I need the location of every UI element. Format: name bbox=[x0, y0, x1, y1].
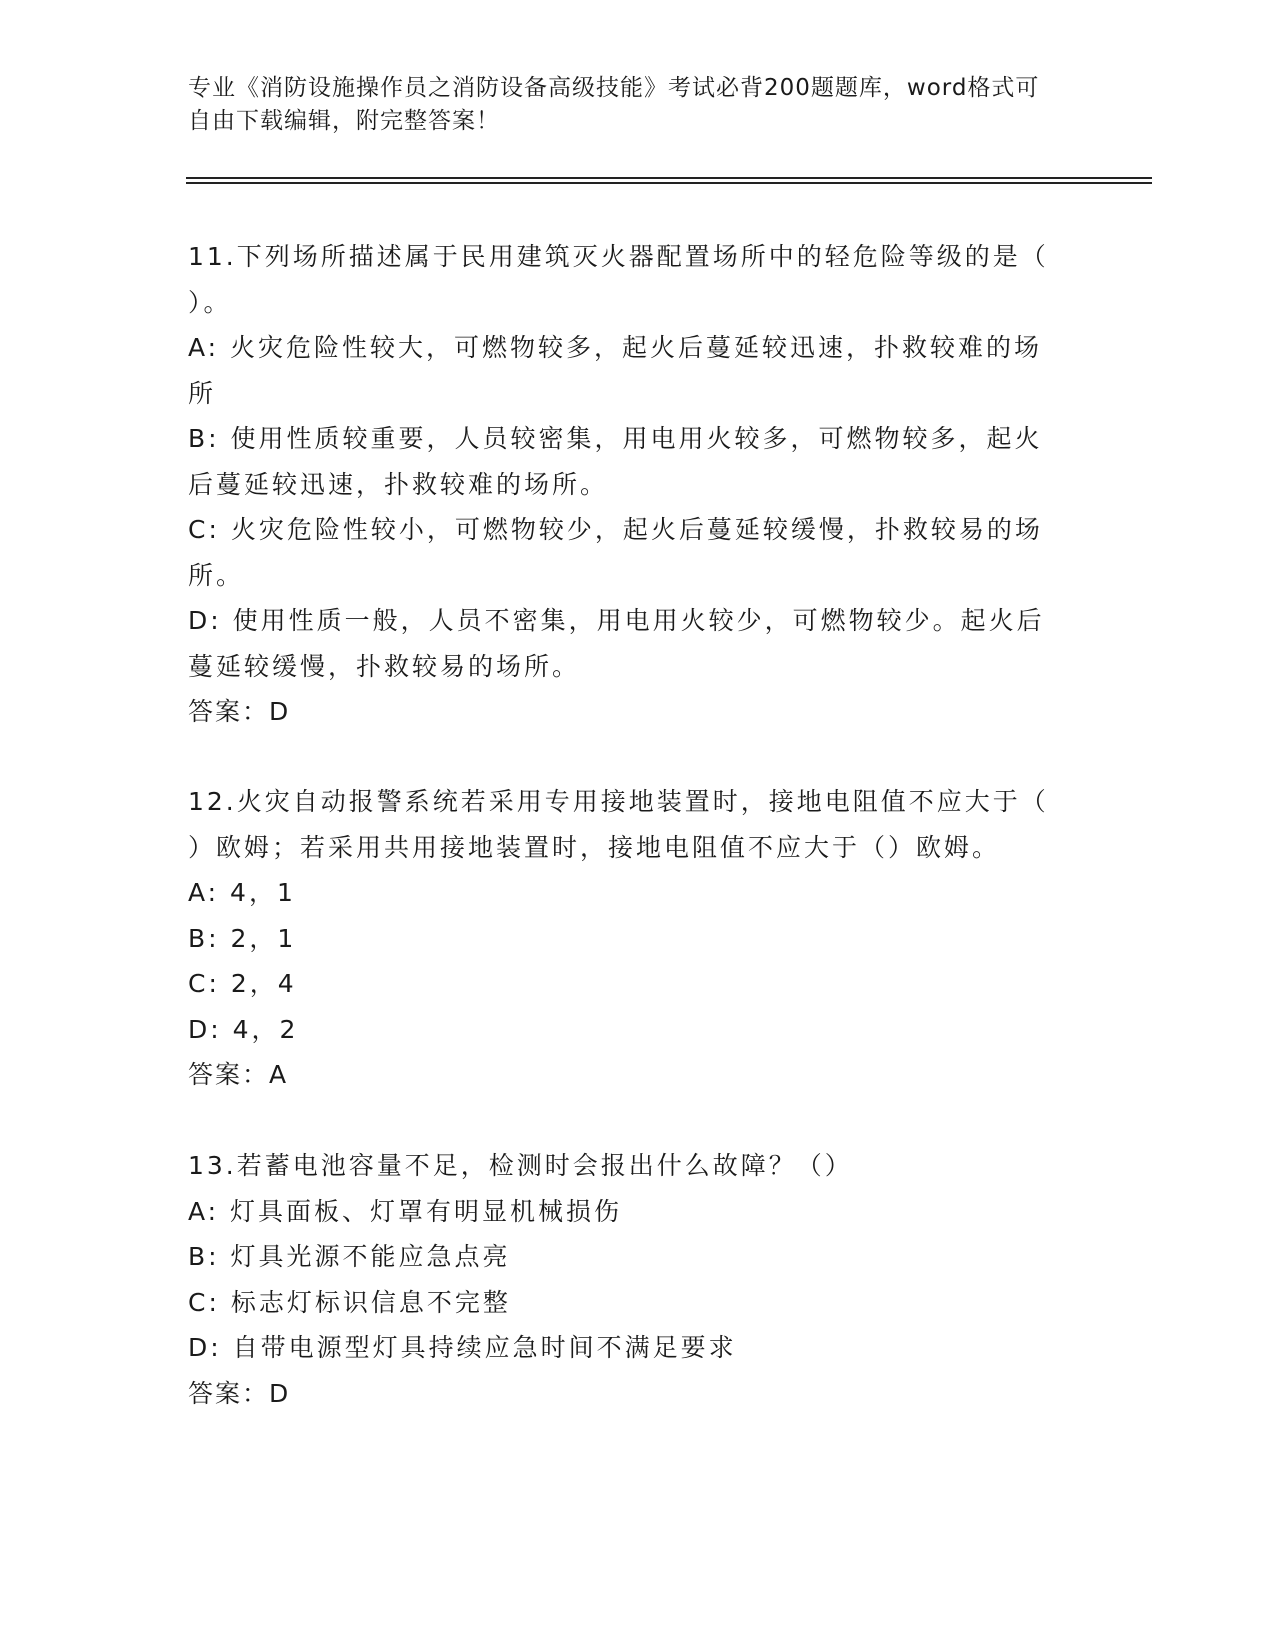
option-b: B: 灯具光源不能应急点亮 bbox=[188, 1242, 511, 1271]
option-a-cont: 所 bbox=[188, 378, 217, 408]
option-a: A: 4，1 bbox=[188, 878, 296, 907]
option-a: A: 灯具面板、灯罩有明显机械损伤 bbox=[188, 1196, 623, 1226]
answer: 答案：D bbox=[188, 1378, 291, 1408]
option-c: C: 标志灯标识信息不完整 bbox=[188, 1287, 511, 1317]
option-b-cont: 后蔓延较迅速，扑救较难的场所。 bbox=[188, 469, 609, 499]
option-b: B: 2，1 bbox=[188, 923, 297, 953]
answer: 答案：A bbox=[188, 1060, 289, 1089]
answer: 答案：D bbox=[188, 697, 291, 726]
question-11 bbox=[188, 234, 1088, 735]
option-b: B: 使用性质较重要，人员较密集，用电用火较多，可燃物较多，起火 bbox=[188, 424, 1043, 453]
header-line-1: 专业《消防设施操作员之消防设备高级技能》考试必背200题题库，word格式可 bbox=[188, 75, 1040, 101]
question-stem-cont: ）欧姆；若采用共用接地装置时，接地电阻值不应大于（）欧姆。 bbox=[188, 832, 1001, 862]
question-stem-cont: ）。 bbox=[188, 287, 232, 317]
option-c: C: 火灾危险性较小，可燃物较少，起火后蔓延较缓慢，扑救较易的场 bbox=[188, 515, 1043, 544]
option-a: A: 火灾危险性较大，可燃物较多，起火后蔓延较迅速，扑救较难的场 bbox=[188, 333, 1043, 362]
question-13 bbox=[188, 1143, 1088, 1416]
option-d: D: 使用性质一般，人员不密集，用电用火较少，可燃物较少。起火后 bbox=[188, 606, 1045, 635]
option-d: D: 自带电源型灯具持续应急时间不满足要求 bbox=[188, 1333, 737, 1362]
question-12 bbox=[188, 779, 1088, 1098]
question-stem: 13.若蓄电池容量不足，检测时会报出什么故障？（） bbox=[188, 1151, 853, 1180]
question-stem: 11.下列场所描述属于民用建筑灭火器配置场所中的轻危险等级的是（ bbox=[188, 242, 1049, 271]
header-divider-bottom bbox=[186, 182, 1152, 184]
option-d-cont: 蔓延较缓慢，扑救较易的场所。 bbox=[188, 651, 581, 681]
option-d: D: 4，2 bbox=[188, 1014, 299, 1044]
document-header bbox=[188, 72, 1068, 138]
header-line-2: 自由下载编辑，附完整答案！ bbox=[188, 108, 500, 134]
header-divider-top bbox=[186, 177, 1152, 179]
question-stem: 12.火灾自动报警系统若采用专用接地装置时，接地电阻值不应大于（ bbox=[188, 787, 1049, 816]
option-c: C: 2，4 bbox=[188, 969, 297, 998]
option-c-cont: 所。 bbox=[188, 560, 245, 590]
